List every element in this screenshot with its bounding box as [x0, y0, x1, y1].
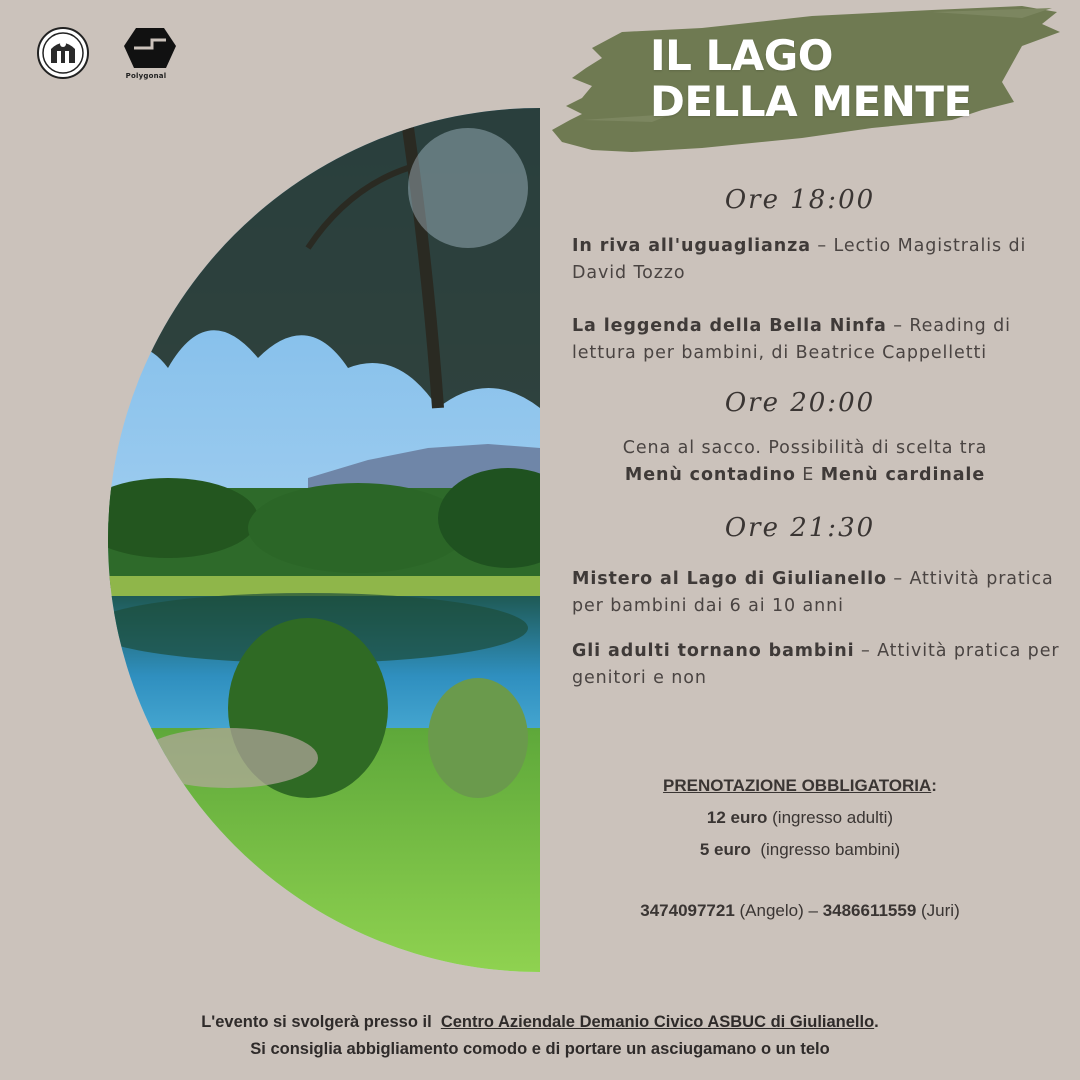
event-title	[650, 33, 972, 125]
event-item	[572, 638, 1062, 692]
footer-advice: Si consiglia abbigliamento comodo e di portare un asciugamano o un telo	[250, 1040, 830, 1058]
menu-conjunction: E	[795, 465, 821, 485]
dinner-line: Cena al sacco. Possibilità di scelta tra	[622, 438, 988, 458]
event-item-desc: – Attività pratica per genitori e non	[572, 641, 1060, 688]
menu-contadino: Menù contadino	[624, 465, 796, 485]
title-line-1: IL LAGO	[650, 31, 833, 80]
venue-name: Centro Aziendale Demanio Civico ASBUC di Giulianello	[440, 1013, 875, 1031]
event-item	[572, 566, 1062, 620]
phone-juri[interactable]: 3486611559	[822, 901, 917, 920]
event-item-desc: – Lectio Magistralis di David Tozzo	[572, 236, 1027, 283]
dinner-info	[560, 435, 1050, 489]
price-children: 5 euro (ingresso bambini)	[699, 840, 901, 859]
menu-options	[560, 462, 1050, 489]
phone-angelo[interactable]: 3474097721	[640, 901, 735, 920]
menu-cardinale: Menù cardinale	[820, 465, 986, 485]
event-item	[572, 233, 1062, 287]
footer-venue: L'evento si svolgerà presso il Centro Aziendale Demanio Civico ASBUC di Giulianello.	[201, 1013, 879, 1031]
booking-heading: PRENOTAZIONE OBBLIGATORIA:	[663, 776, 937, 795]
event-item-title: Mistero al Lago di Giulianello	[572, 569, 887, 589]
event-item	[572, 313, 1062, 367]
event-item-desc: – Attività pratica per bambini dai 6 ai 10 anni	[572, 569, 1054, 616]
contact-phones: 3474097721 (Angelo) – 3486611559 (Juri)	[640, 901, 960, 920]
event-item-title: Gli adulti tornano bambini	[572, 641, 855, 661]
event-item-desc: – Reading di lettura per bambini, di Beatrice Cappelletti	[572, 316, 1011, 363]
time-slot-2130: Ore 21:30	[724, 513, 876, 543]
event-item-title: La leggenda della Bella Ninfa	[572, 316, 887, 336]
association-logo	[37, 27, 89, 79]
title-line-2: DELLA MENTE	[650, 77, 972, 126]
time-slot-1800: Ore 18:00	[724, 185, 876, 215]
price-adults: 12 euro (ingresso adulti)	[706, 808, 894, 827]
lake-photo	[108, 108, 540, 972]
polygonal-logo	[122, 26, 178, 82]
time-slot-2000: Ore 20:00	[724, 388, 876, 418]
polygonal-logo-label: Polygonal	[125, 72, 167, 80]
event-item-title: In riva all'uguaglianza	[572, 236, 811, 256]
